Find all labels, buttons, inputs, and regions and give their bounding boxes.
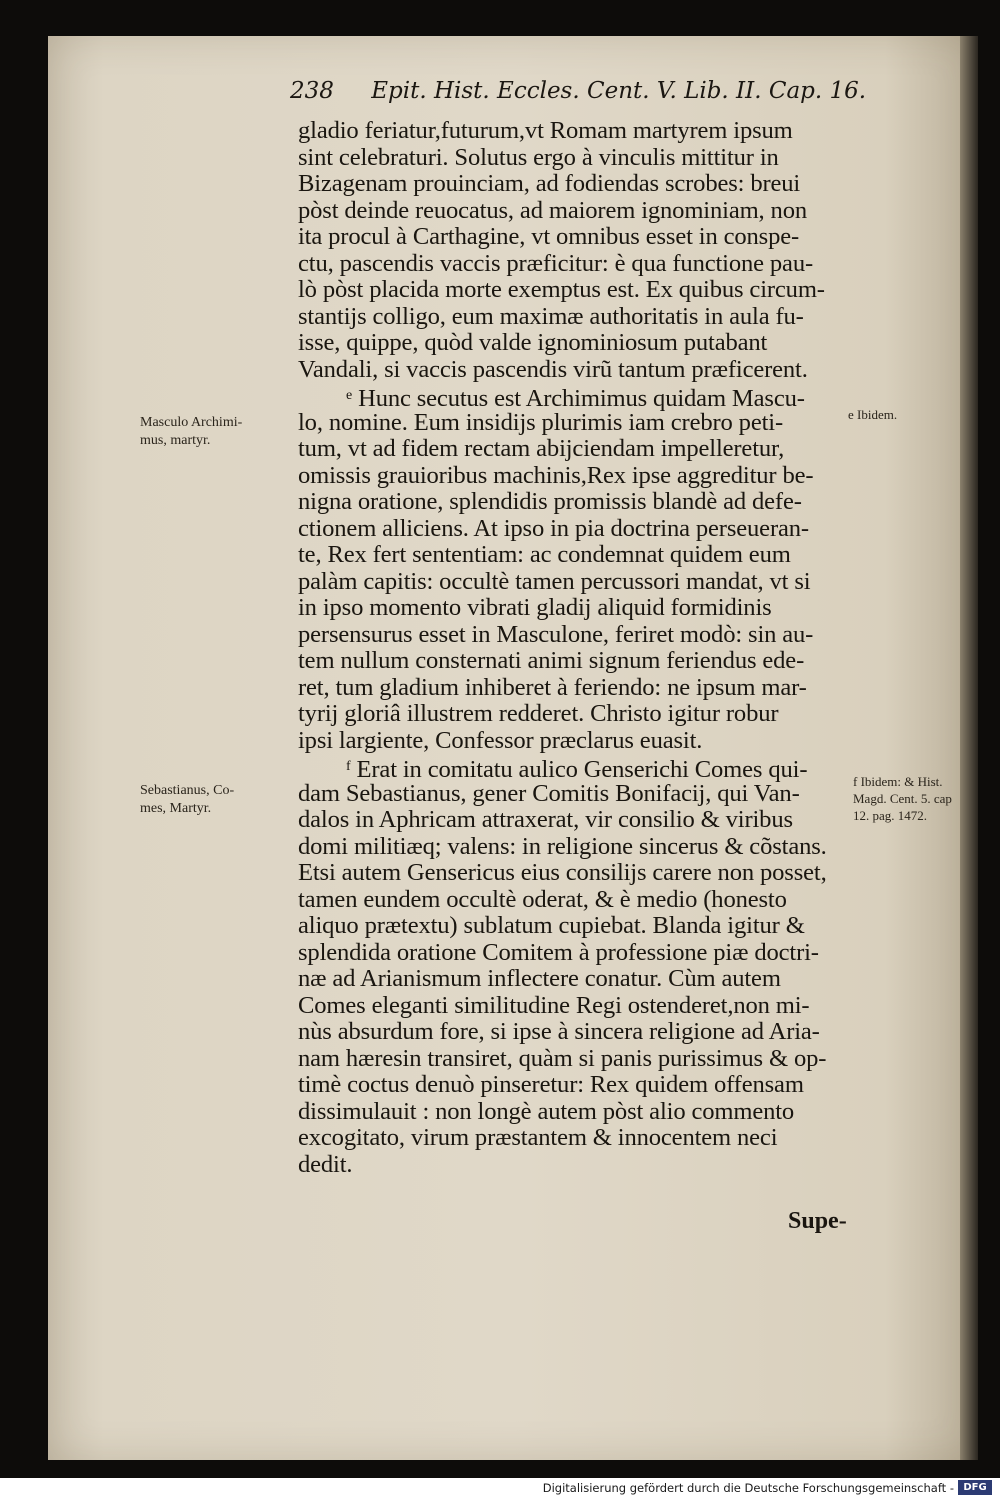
text-line: Comes eleganti similitudine Regi ostenderet,non mi- xyxy=(298,991,810,1019)
catchword: Supe- xyxy=(788,1208,847,1234)
text-line: Hunc secutus est Archimimus quidam Mascu- xyxy=(358,385,805,412)
text-line: nam hæresin transiret, quàm si panis purissimus & op- xyxy=(298,1044,827,1072)
text-line: pòst deinde reuocatus, ad maiorem ignominiam, non xyxy=(298,196,807,224)
text-line: aliquo prætextu) sublatum cupiebat. Blanda igitur & xyxy=(298,912,805,939)
page-number: 238 xyxy=(290,78,334,104)
text-line: dissimulauit : non longè autem pòst alio commento xyxy=(298,1097,795,1125)
text-line: palàm capitis: occultè tamen percussori mandat, vt si xyxy=(298,567,811,595)
margin-ref-line: e Ibidem. xyxy=(848,407,898,422)
text-line: in ipso momento vibrati gladij aliquid formidinis xyxy=(298,594,772,621)
running-head xyxy=(290,78,867,112)
text-line: Etsi autem Gensericus eius consilijs carere non posset, xyxy=(298,859,827,886)
margin-note-line: Sebastianus, Co- xyxy=(140,783,235,798)
margin-ref-line: 12. pag. 1472. xyxy=(853,808,928,823)
text-line: nùs absurdum fore, si ipse à sincera religione ad Aria- xyxy=(298,1018,820,1045)
margin-note-line: mus, martyr. xyxy=(140,433,211,448)
text-line: tem nullum consternati animi signum feriendus ede- xyxy=(298,647,805,674)
text-line: nigna oratione, splendidis promissis blandè ad defe- xyxy=(298,488,802,515)
text-line: Erat in comitatu aulico Genserichi Comes qui- xyxy=(356,756,808,783)
text-line: ctu, pascendis vaccis præficitur: è qua functione pau- xyxy=(298,249,814,277)
text-line: ita procul à Carthagine, vt omnibus esset in conspe- xyxy=(298,223,800,250)
dfg-logo: DFG xyxy=(958,1480,992,1495)
text-line: ret, tum gladium inhiberet à feriendo: ne ipsum mar- xyxy=(298,673,807,701)
text-line: dam Sebastianus, gener Comitis Bonifacij, qui Van- xyxy=(298,779,800,807)
body-text xyxy=(298,118,846,1178)
text-line: splendida oratione Comitem à professione piæ doctri- xyxy=(298,938,819,966)
footnote-marker-f: f xyxy=(346,759,351,774)
margin-ref-e xyxy=(848,406,897,423)
text-line: sint celebraturi. Solutus ergo à vinculis mittitur in xyxy=(298,143,779,171)
text-line: gladio feriatur,futurum,vt Romam martyrem ipsum xyxy=(298,117,793,144)
margin-note-masculo xyxy=(140,414,242,450)
text-line: te, Rex fert sententiam: ac condemnat quidem eum xyxy=(298,541,791,568)
text-line: Vandali, si vaccis pascendis virũ tantum præficerent. xyxy=(298,355,808,383)
text-line: stantijs colligo, eum maximæ authoritatis in aula fu- xyxy=(298,302,804,330)
text-line: excogitato, virum præstantem & innocentem neci xyxy=(298,1124,778,1151)
footer-bar xyxy=(0,1478,1000,1498)
margin-ref-f xyxy=(853,773,952,824)
running-title: Epit. Hist. Eccles. Cent. V. Lib. II. Cap. 16. xyxy=(371,78,867,104)
margin-note-sebastianus xyxy=(140,782,234,818)
text-line: omissis grauioribus machinis,Rex ipse aggreditur be- xyxy=(298,461,814,489)
paragraph-f-first-line xyxy=(298,754,846,781)
text-line: tamen eundem occultè oderat, & è medio (honesto xyxy=(298,885,787,913)
text-line: ipsi largiente, Confessor præclarus euasit. xyxy=(298,726,703,754)
margin-ref-line: f Ibidem: & Hist. xyxy=(853,774,943,789)
text-line: ctionem alliciens. At ipso in pia doctrina perseueran- xyxy=(298,514,809,542)
text-line: dalos in Aphricam attraxerat, vir consilio & viribus xyxy=(298,806,793,833)
text-line: isse, quippe, quòd valde ignominiosum putabant xyxy=(298,329,768,356)
text-line: tum, vt ad fidem rectam abijciendam impelleretur, xyxy=(298,435,785,462)
margin-note-line: Masculo Archimi- xyxy=(140,415,243,430)
footnote-marker-e: e xyxy=(346,388,353,403)
text-line: Bizagenam prouinciam, ad fodiendas scrobes: breui xyxy=(298,170,801,197)
text-line: lo, nomine. Eum insidijs plurimis iam crebro peti- xyxy=(298,408,783,436)
funding-notice: Digitalisierung gefördert durch die Deutsche Forschungsgemeinschaft - xyxy=(542,1481,954,1495)
text-line: dedit. xyxy=(298,1150,353,1178)
text-line: timè coctus denuò pinseretur: Rex quidem offensam xyxy=(298,1071,804,1098)
text-line: lò pòst placida morte exemptus est. Ex quibus circum- xyxy=(298,276,825,303)
text-line: domi militiæq; valens: in religione sincerus & cõstans. xyxy=(298,832,827,860)
margin-ref-line: Magd. Cent. 5. cap xyxy=(853,791,952,806)
text-line: tyrij gloriâ illustrem redderet. Christo igitur robur xyxy=(298,700,779,727)
text-line: persensurus esset in Masculone, feriret modò: sin au- xyxy=(298,620,814,648)
page-edge xyxy=(960,36,978,1460)
text-line: næ ad Arianismum inflectere conatur. Cùm autem xyxy=(298,965,781,992)
paragraph-e-first-line xyxy=(298,383,846,410)
margin-note-line: mes, Martyr. xyxy=(140,801,212,816)
